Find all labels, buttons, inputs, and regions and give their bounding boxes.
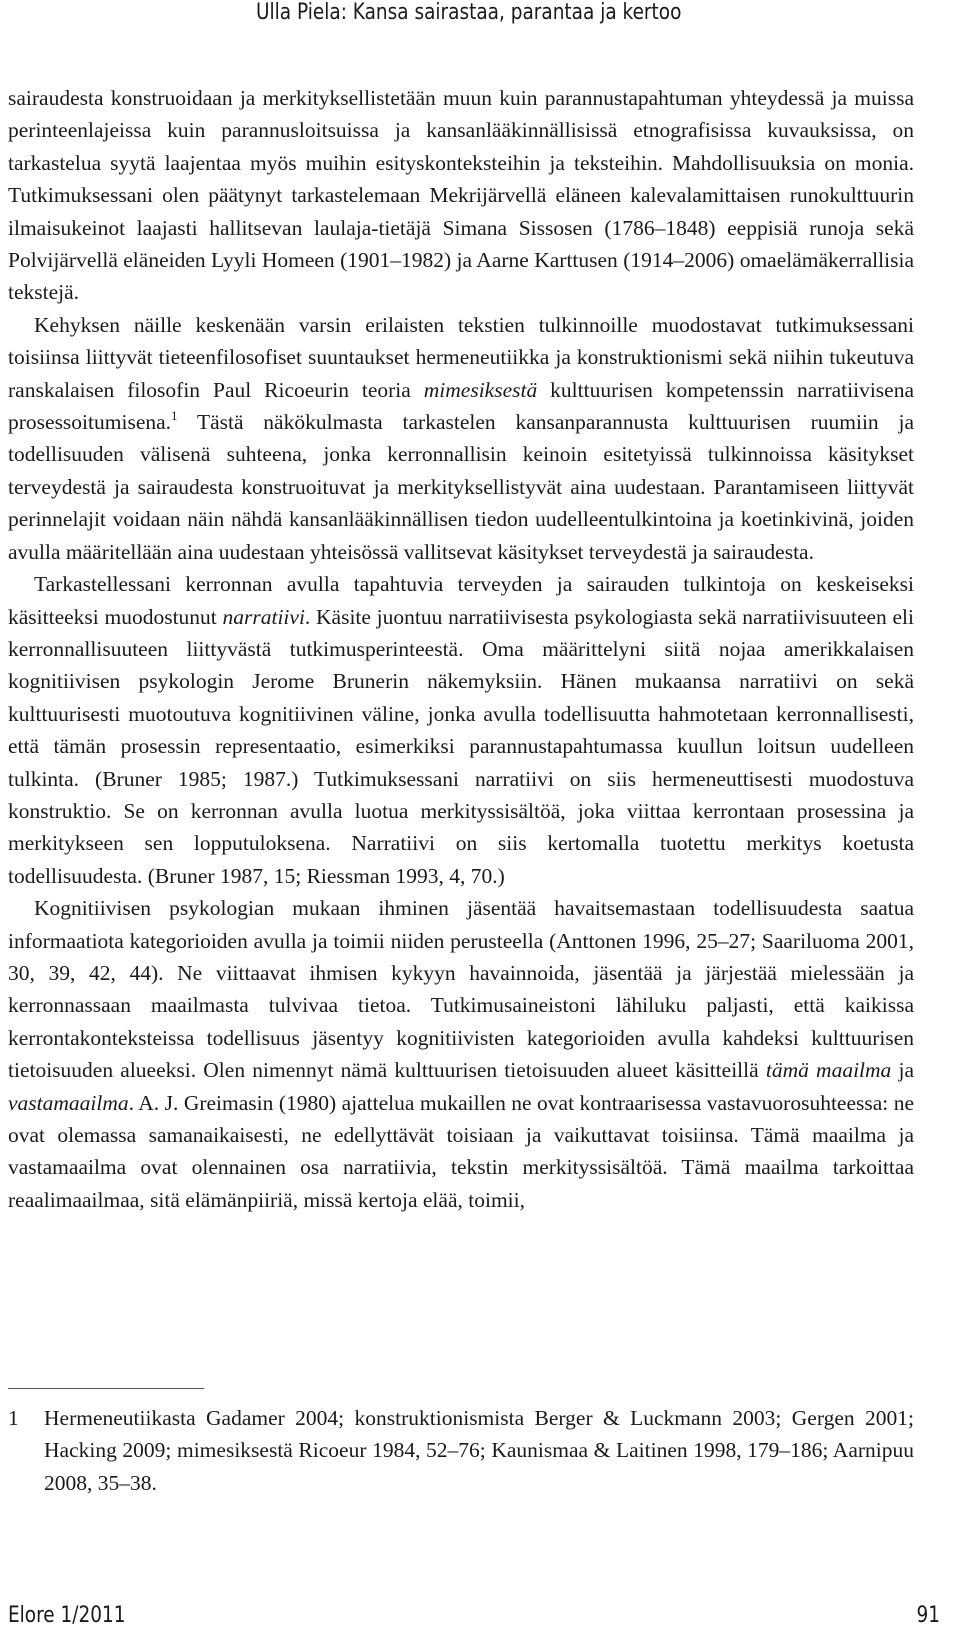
paragraph-2-text-a: Kehyksen näille keskenään varsin erilaisten tekstien tulkinnoille muodostavat tutkimuksessani toisiinsa liittyvät tieteenfilosofiset suuntaukset hermeneutiikka ja konstruktionismi sekä niihin tukeutuva ranskalaisen filosofin Paul Ricoeurin teoria [8,312,914,402]
paragraph-3-text-a: Tarkastellessani kerronnan avulla tapahtuvia terveyden ja sairauden tulkintoja on keskeiseksi käsitteeksi muodostunut [8,572,914,629]
term-narratiivi: narratiivi [222,604,305,629]
paragraph-4 [8,892,914,1216]
paragraph-2-text-b: kulttuurisen kompetenssin narratiivisena prosessoitumisena. [8,377,914,435]
paragraph-3 [8,568,914,892]
running-header: Ulla Piela: Kansa sairastaa, parantaa ja kertoo [256,0,682,25]
footnote-text: Hermeneutiikasta Gadamer 2004; konstruktionismista Berger & Luckmann 2003; Gergen 2001; Hacking 2009; mimesiksestä Ricoeur 1984, 52–76; Kaunismaa & Laitinen 1998, 179–186; Aarnipuu 2008, 35–38. [44,1406,914,1495]
journal-issue: Elore 1/2011 [8,1603,126,1628]
footnote-number: 1 [8,1406,19,1430]
term-tama-maailma: tämä maailma [765,1058,892,1083]
paragraph-4-text-c: . A. J. Greimasin (1980) ajattelua mukaillen ne ovat kontraarisessa vastavuorosuhteessa: ne ovat olemassa samanaikaisesti, ne edellyttävät toisiaan ja vaikuttavat toisiinsa. Tämä maailma ja vastamaailma ovat olennainen osa narratiivia, tekstin merkityssisältöä. Tämä maailma tarkoittaa reaalimaailmaa, sitä elämänpiiriä, missä kertoja elää, toimii, [8,1090,914,1212]
term-vastamaailma: vastamaailma [8,1090,129,1115]
paragraph-3-text-b: . Käsite juontuu narratiivisesta psykologiasta sekä narratiivisuuteen eli kerronnallisuuteen liittyvästä tutkimusperinteestä. Oma määrittelyni siitä nojaa amerikkalaisen kognitiivisen psykologin Jerome Brunerin näkemyksiin. Hänen mukaansa narratiivi on sekä kulttuurisesti muotoutuva kognitiivinen väline, jonka avulla todellisuutta hahmotetaan kerronnallisesti, että tämän prosessin representaatio, esimerkiksi parannustapahtumassa kuullun loitsun uudelleen tulkinta. (Bruner 1985; 1987.) Tutkimuksessani narratiivi on siis hermeneuttisesti muodostuva konstruktio. Se on kerronnan avulla luotua merkityssisältöä, joka viittaa kerrontaan prosessina ja merkitykseen sen lopputuloksena. Narratiivi on siis kertomalla tuotettu merkitys koetusta todellisuudesta. (Bruner 1987, 15; Riessman 1993, 4, 70.) [8,604,914,888]
page-number: 91 [916,1603,940,1628]
footnote-divider [8,1388,204,1389]
paragraph-2 [8,309,914,568]
footnote-reference: 1 [171,408,178,424]
paragraph-4-text-b: ja [891,1058,914,1083]
term-mimesiksesta: mimesiksestä [423,377,538,402]
article-body [8,82,914,1216]
paragraph-1: sairaudesta konstruoidaan ja merkityksellistetään muun kuin parannustapahtuman yhteydessä ja muissa perinteenlajeissa kuin parannusloitsuissa ja kansanlääkinnällisissä etnografisissa kuvauksissa, on tarkastelua syytä laajentaa myös muihin esityskonteksteihin ja teksteihin. Mahdollisuuksia on monia. Tutkimuksessani olen päätynyt tarkastelemaan Mekrijärvellä eläneen kalevalamittaisen runokulttuurin ilmaisukeinot laajasti hallitsevan laulaja-tietäjä Simana Sissosen (1786–1848) eeppisiä runoja sekä Polvijärvellä eläneiden Lyyli Homeen (1901–1982) ja Aarne Karttusen (1914–2006) omaelämäkerrallisia tekstejä. [8,86,914,305]
paragraph-4-text-a: Kognitiivisen psykologian mukaan ihminen jäsentää havaitsemastaan todellisuudesta saatua informaatiota kategorioiden avulla ja toimii niiden perusteella (Anttonen 1996, 25–27; Saariluoma 2001, 30, 39, 42, 44). Ne viittaavat ihmisen kykyyn havainnoida, jäsentää ja järjestää mielessään ja kerronnassaan maailmasta tulvivaa tietoa. Tutkimusaineistoni lähiluku paljasti, että kaikissa kerrontakonteksteissa todellisuus jäsentyy kognitiivisten kategorioiden avulla kahdeksi kulttuurisen tietoisuuden alueeksi. Olen nimennyt nämä kulttuurisen tietoisuuden alueet käsitteillä [8,896,914,1083]
paragraph-2-text-c: Tästä näkökulmasta tarkastelen kansanparannusta kulttuurisen ruumiin ja todellisuuden välisenä suhteena, jonka kerronnallisin keinoin esitetyissä tulkinnoissa käsitykset terveydestä ja sairaudesta konstruoituvat ja merkityksellistyvät aina uudestaan. Parantamiseen liittyvät perinnelajit voidaan näin nähdä kansanlääkinnällisen tiedon uudelleentulkintoina ja koetinkivinä, joiden avulla määritellään aina uudestaan yhteisössä vallitsevat käsitykset terveydestä ja sairaudesta. [8,410,914,564]
footnote [8,1402,914,1499]
